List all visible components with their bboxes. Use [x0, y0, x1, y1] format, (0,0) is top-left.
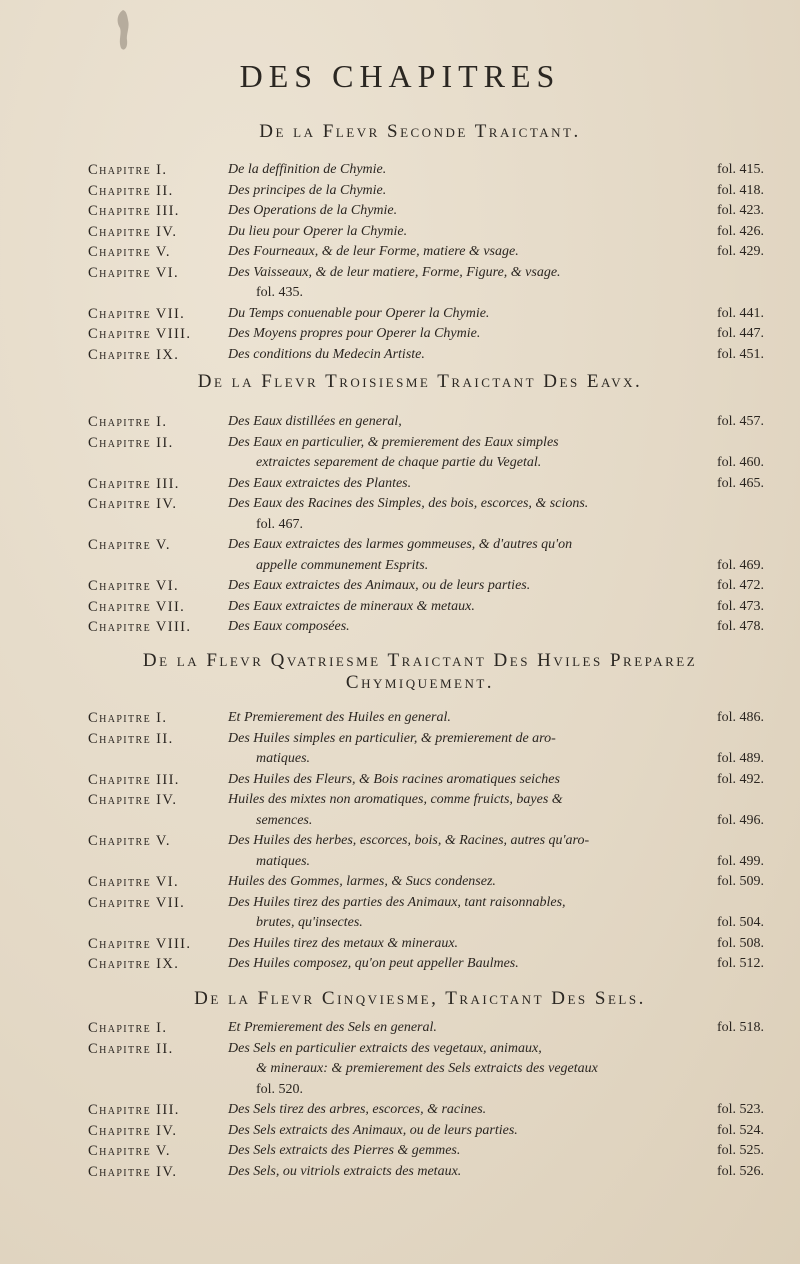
toc-entry-continuation [88, 285, 764, 306]
toc-entry-continuation [88, 751, 764, 772]
toc-entry [88, 1020, 764, 1041]
chapter-title: Des principes de la Chymie. [228, 182, 387, 198]
folio-number: fol. 473. [716, 598, 764, 614]
chapter-label: Chapitre II. [88, 434, 174, 451]
chapter-label: Chapitre VI. [88, 874, 179, 890]
toc-entry [88, 1143, 764, 1164]
folio-number: fol. 457. [716, 414, 764, 429]
chapter-title: Des Sels extraicts des Pierres & gemmes. [228, 1143, 461, 1158]
chapter-title: Des Huiles tirez des metaux & mineraux. [228, 935, 459, 951]
toc-entry [88, 414, 764, 435]
toc-entry-continuation [88, 1082, 764, 1103]
chapter-title: & mineraux: & premierement des Sels extraicts des vegetaux [256, 1061, 598, 1076]
folio-number: fol. 512. [716, 956, 764, 971]
toc-entry-continuation [88, 558, 764, 579]
chapter-label: Chapitre II. [88, 1040, 174, 1057]
folio-number: fol. 525. [716, 1143, 764, 1158]
chapter-title: Des Eaux distillées en general, [228, 414, 402, 429]
toc-entry [88, 956, 764, 977]
chapter-label: Chapitre IV. [88, 792, 178, 808]
chapter-title: semences. [256, 812, 313, 828]
chapter-title: Des Eaux extraictes des larmes gommeuses, & d'autres qu'on [228, 537, 573, 552]
chapter-label: Chapitre I. [88, 162, 168, 178]
chapter-label: Chapitre V. [88, 537, 171, 553]
folio-number: fol. 489. [716, 751, 764, 766]
chapter-title: appelle communement Esprits. [256, 557, 429, 573]
chapter-label: Chapitre VIII. [88, 935, 192, 952]
folio-number: fol. 504. [716, 915, 764, 930]
chapter-title: Des Eaux extraictes des Plantes. [228, 475, 412, 491]
folio-number: fol. 524. [716, 1122, 764, 1138]
section-heading-troisiesme: De la Flevr Troisiesme Traictant Des Eavx. [197, 371, 643, 392]
toc-entry [88, 306, 764, 327]
chapter-label: Chapitre V. [88, 833, 171, 849]
chapter-label: Chapitre IV. [88, 496, 178, 512]
folio-number: fol. 447. [716, 326, 764, 341]
chapter-label: Chapitre III. [88, 475, 180, 492]
chapter-title: Des Huiles composez, qu'on peut appeller Baulmes. [228, 956, 519, 971]
toc-entry [88, 476, 764, 497]
chapter-title: Des Huiles tirez des parties des Animaux, tant raisonnables, [228, 894, 566, 910]
ink-stain-mark [112, 8, 134, 52]
toc-entry-continuation [88, 1061, 764, 1082]
folio-number: fol. 518. [716, 1020, 764, 1035]
toc-entry [88, 1164, 764, 1185]
toc-entry [88, 265, 764, 286]
toc-entry [88, 1041, 764, 1062]
chapter-title: Huiles des Gommes, larmes, & Sucs condensez. [228, 874, 496, 889]
chapter-title: Des Moyens propres pour Operer la Chymie. [228, 326, 481, 341]
chapter-title: Du lieu pour Operer la Chymie. [228, 223, 408, 239]
chapter-title: matiques. [256, 853, 311, 869]
chapter-title: Des Operations de la Chymie. [228, 203, 398, 218]
section-heading-cinquiesme: De la Flevr Cinqviesme, Traictant Des Sels. [194, 988, 646, 1009]
chapter-label: Chapitre V. [88, 244, 171, 260]
folio-number: fol. 509. [716, 874, 764, 889]
chapter-title: extraictes separement de chaque partie du Vegetal. [256, 455, 542, 470]
folio-number: fol. 418. [716, 182, 764, 198]
section-entries-seconde [88, 162, 764, 367]
chapter-title: fol. 520. [256, 1081, 304, 1097]
chapter-label: Chapitre IX. [88, 956, 180, 972]
section-entries-quatriesme [88, 710, 764, 977]
chapter-label: Chapitre IV. [88, 1163, 178, 1180]
section-heading-quatriesme: De la Flevr Qvatriesme Traictant Des Hviles Preparez [142, 650, 698, 671]
toc-entry [88, 599, 764, 620]
chapter-label: Chapitre I. [88, 1020, 168, 1036]
chapter-label: Chapitre VI. [88, 264, 179, 281]
folio-number: fol. 415. [716, 162, 764, 177]
toc-entry-continuation [88, 455, 764, 476]
page-title: DES CHAPITRES [239, 58, 561, 94]
toc-entry [88, 1102, 764, 1123]
chapter-label: Chapitre VIII. [88, 326, 192, 342]
folio-number: fol. 472. [716, 578, 764, 593]
chapter-label: Chapitre VII. [88, 598, 186, 615]
chapter-label: Chapitre V. [88, 1143, 171, 1159]
chapter-title: Huiles des mixtes non aromatiques, comme fruicts, bayes & [228, 792, 563, 807]
chapter-title: matiques. [256, 751, 311, 766]
toc-entry [88, 224, 764, 245]
folio-number: fol. 496. [716, 812, 764, 828]
chapter-label: Chapitre I. [88, 710, 168, 726]
toc-entry [88, 792, 764, 813]
chapter-title: fol. 467. [256, 516, 304, 532]
folio-number: fol. 423. [716, 203, 764, 218]
chapter-title: Des Eaux en particulier, & premierement des Eaux simples [228, 434, 559, 450]
toc-entry-continuation [88, 915, 764, 936]
toc-entry [88, 326, 764, 347]
chapter-title: Des Huiles des Fleurs, & Bois racines aromatiques seiches [228, 771, 560, 787]
toc-entry-continuation [88, 517, 764, 538]
toc-entry [88, 731, 764, 752]
toc-entry [88, 895, 764, 916]
toc-entry [88, 347, 764, 368]
chapter-title: De la deffinition de Chymie. [228, 162, 387, 177]
chapter-label: Chapitre VII. [88, 894, 186, 911]
folio-number: fol. 492. [716, 771, 764, 787]
chapter-label: Chapitre III. [88, 203, 180, 219]
chapter-title: Et Premierement des Huiles en general. [228, 710, 451, 725]
chapter-title: Des Sels extraicts des Animaux, ou de leurs parties. [228, 1122, 518, 1138]
folio-number: fol. 426. [716, 223, 764, 239]
chapter-title: Des Sels tirez des arbres, escorces, & racines. [228, 1102, 487, 1117]
chapter-label: Chapitre VII. [88, 305, 186, 322]
chapter-label: Chapitre IV. [88, 1122, 178, 1139]
folio-number: fol. 465. [716, 475, 764, 491]
folio-number: fol. 460. [716, 455, 764, 470]
chapter-title: Et Premierement des Sels en general. [228, 1020, 437, 1035]
chapter-label: Chapitre VI. [88, 578, 179, 594]
chapter-title: Des Sels en particulier extraicts des vegetaux, animaux, [228, 1040, 542, 1056]
chapter-title: Des conditions du Medecin Artiste. [228, 346, 425, 362]
toc-entry [88, 772, 764, 793]
chapter-label: Chapitre IV. [88, 223, 178, 240]
chapter-title: Des Eaux extraictes de mineraux & metaux. [228, 598, 475, 614]
chapter-title: Du Temps conuenable pour Operer la Chymie. [228, 305, 490, 321]
chapter-label: Chapitre II. [88, 730, 174, 747]
toc-entry [88, 244, 764, 265]
section-entries-troisiesme [88, 414, 764, 640]
chapter-label: Chapitre IX. [88, 346, 180, 363]
folio-number: fol. 451. [716, 346, 764, 362]
chapter-title: Des Sels, ou vitriols extraicts des metaux. [228, 1163, 462, 1179]
folio-number: fol. 499. [716, 853, 764, 869]
chapter-title: Des Huiles des herbes, escorces, bois, & Racines, autres qu'aro- [228, 833, 590, 848]
toc-entry [88, 874, 764, 895]
section-entries-cinquiesme [88, 1020, 764, 1184]
chapter-title: Des Huiles simples en particulier, & premierement de aro- [228, 730, 556, 746]
chapter-title: Des Eaux des Racines des Simples, des bois, escorces, & scions. [228, 496, 589, 511]
toc-entry [88, 936, 764, 957]
chapter-label: Chapitre VIII. [88, 619, 192, 635]
chapter-title: fol. 435. [256, 285, 304, 300]
chapter-title: brutes, qu'insectes. [256, 915, 363, 930]
toc-entry [88, 162, 764, 183]
toc-entry [88, 496, 764, 517]
folio-number: fol. 486. [716, 710, 764, 725]
toc-entry-continuation [88, 813, 764, 834]
folio-number: fol. 478. [716, 619, 764, 634]
toc-entry [88, 537, 764, 558]
toc-entry-continuation [88, 854, 764, 875]
chapter-label: Chapitre II. [88, 182, 174, 199]
folio-number: fol. 523. [716, 1102, 764, 1117]
toc-entry [88, 619, 764, 640]
chapter-label: Chapitre I. [88, 414, 168, 430]
chapter-title: Des Eaux extraictes des Animaux, ou de leurs parties. [228, 578, 531, 593]
folio-number: fol. 526. [716, 1163, 764, 1179]
toc-entry [88, 435, 764, 456]
chapter-label: Chapitre III. [88, 771, 180, 788]
chapter-title: Des Vaisseaux, & de leur matiere, Forme, Figure, & vsage. [228, 264, 561, 280]
toc-entry [88, 183, 764, 204]
folio-number: fol. 429. [716, 244, 764, 259]
section-heading-quatriesme-line2: Chymiquement. [345, 672, 495, 693]
toc-entry [88, 710, 764, 731]
chapter-label: Chapitre III. [88, 1102, 180, 1118]
chapter-title: Des Fourneaux, & de leur Forme, matiere & vsage. [228, 244, 519, 259]
chapter-title: Des Eaux composées. [228, 619, 350, 634]
section-heading-seconde: De la Flevr Seconde Traictant. [259, 121, 581, 142]
toc-entry [88, 833, 764, 854]
folio-number: fol. 508. [716, 935, 764, 951]
toc-entry [88, 578, 764, 599]
folio-number: fol. 469. [716, 557, 764, 573]
folio-number: fol. 441. [716, 305, 764, 321]
toc-entry [88, 1123, 764, 1144]
toc-entry [88, 203, 764, 224]
